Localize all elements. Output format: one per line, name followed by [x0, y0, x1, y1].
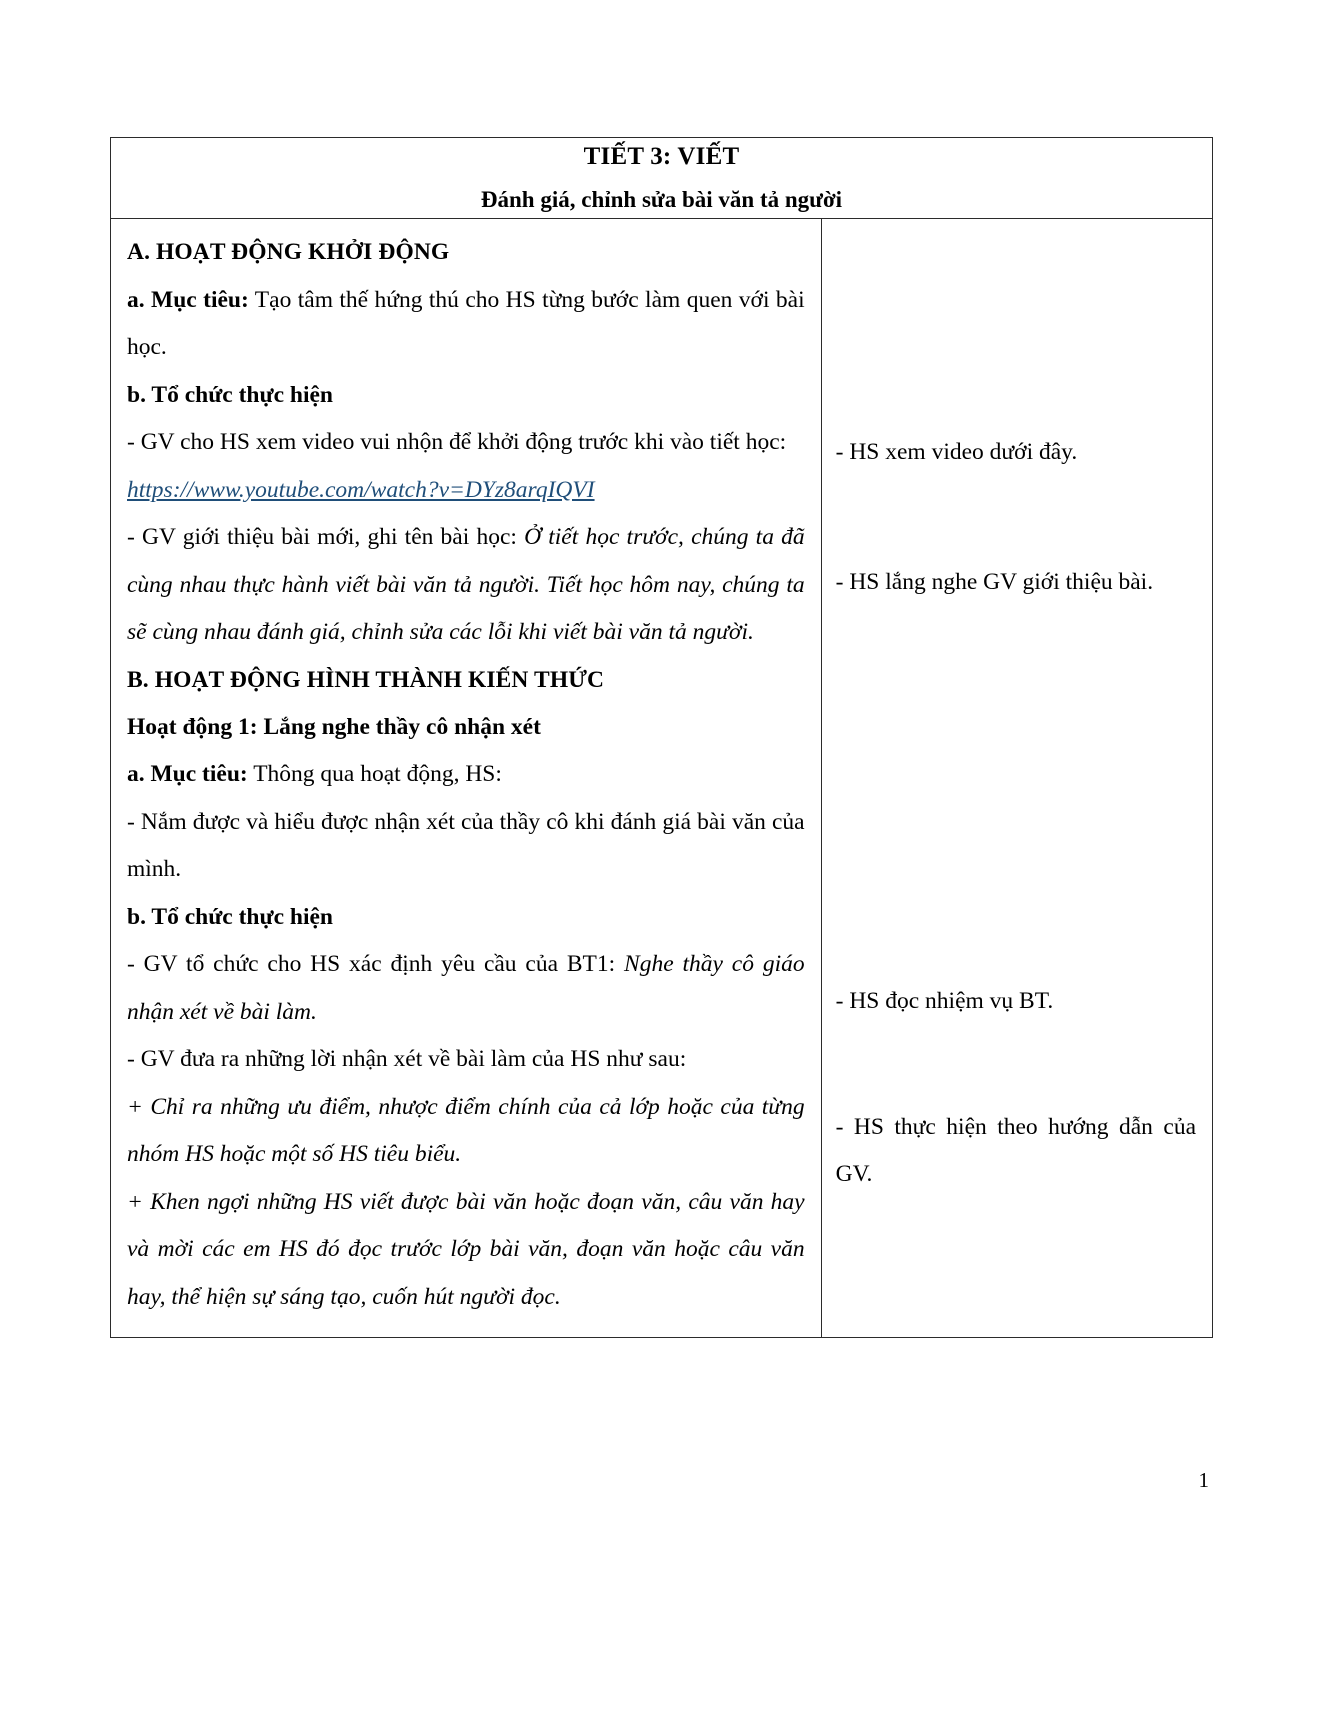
nam-duoc-line: - Nắm được và hiểu được nhận xét của thầy cô khi đánh giá bài văn của mình. [127, 808, 805, 883]
video-link-paragraph [127, 467, 805, 514]
table-row-header [111, 138, 1213, 219]
section-b-heading: B. HOẠT ĐỘNG HÌNH THÀNH KIẾN THỨC [127, 666, 605, 693]
to-chuc-a-heading: b. Tổ chức thực hiện [127, 381, 334, 408]
gv-gioi-thieu-prefix: - GV giới thiệu bài mới, ghi tên bài học: [127, 524, 525, 551]
bt1-italic: Nghe thầy cô giáo nhận xét về bài làm. [127, 951, 805, 1025]
right-spacer-1 [836, 477, 1196, 559]
hs-lang-nghe-line: - HS lắng nghe GV giới thiệu bài. [835, 568, 1154, 595]
hs-xem-video-line: - HS xem video dưới đây. [835, 439, 1078, 466]
to-chuc-b-heading: b. Tổ chức thực hiện [127, 903, 334, 930]
muc-tieu-b-text: Thông qua hoạt động, HS: [247, 761, 502, 788]
muc-tieu-b-label: a. Mục tiêu: [127, 761, 248, 788]
muc-tieu-b-paragraph [127, 751, 805, 798]
page-number: 1 [1198, 1468, 1209, 1492]
gv-video-line: - GV cho HS xem video vui nhộn để khởi động trước khi vào tiết học: [127, 429, 787, 456]
right-spacer-3 [836, 1026, 1196, 1104]
table-row-content [111, 219, 1213, 1338]
right-spacer-2 [836, 606, 1196, 978]
hs-doc-nhiem-vu-line: - HS đọc nhiệm vụ BT. [835, 988, 1054, 1015]
page-title: TIẾT 3: VIẾT [583, 143, 740, 170]
muc-tieu-a-paragraph [127, 277, 805, 372]
section-a-heading: A. HOẠT ĐỘNG KHỞI ĐỘNG [127, 239, 450, 266]
bullet-item-1: + Chỉ ra những ưu điểm, nhược điểm chính của cả lớp hoặc của từng nhóm HS hoặc một số HS tiêu biểu. [127, 1093, 805, 1168]
student-activity-cell [821, 219, 1212, 1338]
right-spacer-top [836, 229, 1196, 429]
gv-gioi-thieu-paragraph [127, 514, 805, 656]
youtube-video-link[interactable]: https://www.youtube.com/watch?v=DYz8arqIQVI [127, 476, 595, 503]
muc-tieu-a-text: Tạo tâm thế hứng thú cho HS từng bước làm quen với bài học. [127, 286, 805, 361]
document-title-cell [111, 138, 1213, 219]
bt1-paragraph [127, 941, 805, 1036]
gv-gioi-thieu-italic: Ở tiết học trước, chúng ta đã cùng nhau thực hành viết bài văn tả người. Tiết học hôm nay, chúng ta sẽ cùng nhau đánh giá, chỉnh sửa các lỗi khi viết bài văn tả người. [127, 524, 805, 646]
muc-tieu-a-label: a. Mục tiêu: [127, 286, 249, 313]
hs-thuc-hien-line: - HS thực hiện theo hướng dẫn của GV. [835, 1113, 1196, 1188]
hoat-dong-1-heading: Hoạt động 1: Lắng nghe thầy cô nhận xét [127, 713, 541, 740]
page-subtitle: Đánh giá, chỉnh sửa bài văn tả người [480, 186, 843, 212]
bt1-prefix: - GV tổ chức cho HS xác định yêu cầu của BT1: [127, 951, 625, 978]
bullet-item-2: + Khen ngợi những HS viết được bài văn hoặc đoạn văn, câu văn hay và mời các em HS đó đọc trước lớp bài văn, đoạn văn hoặc câu văn hay, thể hiện sự sáng tạo, cuốn hút người đọc. [127, 1188, 805, 1310]
teacher-activity-cell [111, 219, 822, 1338]
gv-dua-ra-line: - GV đưa ra những lời nhận xét về bài làm của HS như sau: [127, 1046, 687, 1073]
lesson-plan-table [110, 137, 1213, 1338]
